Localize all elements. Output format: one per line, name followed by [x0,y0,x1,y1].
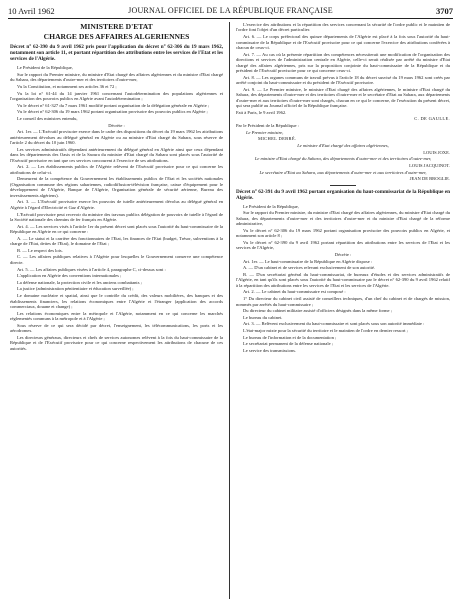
minister-alg-name: LOUIS JOXE. [423,149,450,155]
decree-title: Décret n° 62-390 du 9 avril 1962 pris pour l'application du décret n° 62-306 du 19 mars 1962, notamment son article 11, et portant répartition des attributions entre les services de l'Etat et les services de l'Algérie. [10,44,223,63]
paragraph: Le Président de la République, [243,203,299,209]
paragraph: Sur le rapport du Premier ministre, du ministre d'Etat chargé des affaires algériennes et du ministre d'Etat chargé du Sahara, des départements d'outre-mer et des territoires d'outre-mer, [10,71,223,83]
minister-sahara-name: LOUIS JACQUINOT. [409,162,450,168]
left-column [10,22,223,601]
paragraph: A. — Le statut et la carrière des fonctionnaires de l'Etat, les finances de l'Etat (budget, Trésor, subventions à la charge de l'Etat, dettes de l'Etat), le domaine de l'Etat ; [10,235,223,247]
paragraph: C. — Les affaires publiques relatives à l'Algérie pour lesquelles le Gouvernement conserve une compétence directe. [10,254,223,265]
paragraph: B. — Le respect des lois. [17,247,63,253]
paragraph: Art. 1er. — Le haut-commissaire de la République en Algérie dispose : [243,258,373,264]
paragraph: Le service des transmissions. [243,348,297,354]
secretary-name: JEAN DE BROGLIE. [409,176,450,182]
paragraph: Décrète : [108,122,125,128]
paragraph: Art. 3. — Relèvent exclusivement du haut-commissaire et sont placés sous son autorité immédiate : [243,321,425,327]
page-date: 10 Avril 1962 [8,6,55,16]
paragraph: Vu le décret n° 61-327 du 7 mars 1961 modifié portant organisation de la délégation générale en Algérie ; [17,102,210,108]
paragraph: Les services administratifs dépendant antérieurement du délégué général en Algérie ainsi que ceux dépendant dans les départements des Oasis et de la Saoura du ministre d'Etat chargé du Sahara sont placés sous l'autorité de l'Exécutif provisoire en tant que ces services concourent à l'exercice de ses attributions. [10,146,223,163]
secretary-role: Le secrétaire d'Etat au Sahara, aux départements d'outre-mer et aux territoires d'outre-mer, [259,169,427,175]
paragraph: Art. 6. — Le corps préfectoral des quinze départements de l'Algérie est placé à la fois sous l'autorité du haut-commissaire de la République et de l'Exécutif provisoire pour ce qui concerne l'exercice des attributions conférées à chacun de ceux-ci. [236,34,450,50]
signature-block [236,123,450,182]
paragraph: Demeurent de la compétence du Gouvernement les établissements publics de l'Etat et les sociétés nationales (Organisation commune des régions sahariennes, radiodiffusion-télévision française, caisse d'équipement pour le développement de l'Algérie, Banque de l'Algérie, Organisation générale de sécurité aérienne, Bureau des investissements algériens). [10,176,223,198]
paragraph: 1° Du directeur du cabinet civil assisté de conseillers techniques, d'un chef du cabinet et de chargés de mission, nommés par arrêtés du haut-commissaire ; [236,296,450,307]
paragraph: Le bureau du cabinet. [243,314,283,320]
right-column [236,22,450,601]
paragraph: Sur le rapport du Premier ministre, du ministre d'Etat chargé des affaires algériennes, du ministre d'Etat chargé du Sahara, des départements d'outre-mer et des territoires d'outre-mer et du ministre d'Etat chargé de la réforme administrative, [236,210,450,227]
paragraph: Art. 2. — Le cabinet du haut-commissaire est composé : [243,289,346,295]
ministry-title: MINISTERE D'ETAT [80,22,153,31]
journal-title: JOURNAL OFFICIEL DE LA RÉPUBLIQUE FRANÇAISE [128,6,333,15]
ministry-subtitle: CHARGE DES AFFAIRES ALGERIENNES [43,32,190,42]
paragraph: Le bureau de l'information et de la documentation ; [243,334,337,340]
paragraph: Le Président de la République, [17,65,73,71]
paragraph: Vu la loi n° 61-44 du 14 janvier 1961 concernant l'autodétermination des populations algériennes et l'organisation des pouvoirs publics en Algérie avant l'autodétermination ; [10,90,223,102]
by-president: Par le Président de la République : [236,123,299,129]
paragraph: Art. 2. — Les établissements publics de l'Algérie relèvent de l'Exécutif provisoire pour ce qui concerne les attributions de celui-ci. [10,164,223,175]
paragraph: Les directeurs généraux, directeurs et chefs de services autonomes relèvent à la fois du haut-commissaire de la République et de l'Exécutif provisoire pour ce qui concerne respectivement les attributions de chacune de ces autorités. [10,334,223,351]
pm-role: Le Premier ministre, [246,129,284,135]
paragraph: Du directeur du cabinet militaire assisté d'officiers désignés dans la même forme ; [243,308,392,314]
minister-sahara-role: Le ministre d'Etat chargé du Sahara, des départements d'outre-mer et des territoires d'outre-mer, [254,156,432,162]
paragraph: Art. 4. — Les services visés à l'article 1er du présent décret sont placés sous l'autorité du haut-commissaire de la République en Algérie en ce qui concerne : [10,223,223,235]
paragraph: Vu le décret n° 62-306 du 19 mars 1962 portant organisation provisoire des pouvoirs publics en Algérie ; [17,109,208,115]
minister-alg-role: Le ministre d'Etat chargé des affaires algériennes, [297,142,389,148]
paragraph: Vu le décret n° 62-390 du 9 avril 1962 portant répartition des attributions entre les services de l'Etat et les services de l'Algérie, [236,239,450,251]
paragraph: B. — D'un secrétariat général du haut-commissariat, de bureaux d'études et des services administratifs de l'Algérie, en tant qu'ils sont placés sous l'autorité du haut-commissaire par le décret n° 62-390 du 9 avril 1962 relatif à la répartition des attributions entre les services de l'Etat et les services de l'Algérie. [236,271,450,288]
right-paragraphs-b [236,204,450,354]
decree2-title: Décret n° 62-391 du 9 avril 1962 portant organisation du haut-commissariat de la République en Algérie. [236,188,450,201]
right-paragraphs-a [236,22,450,109]
paragraph: A. — D'un cabinet et de services relevant exclusivement de son autorité. [243,265,376,271]
paragraph: Art. 3. — L'Exécutif provisoire exerce les pouvoirs de tutelle antérieurement dévolus au délégué général en Algérie à l'égard d'Electricité et Gaz d'Algérie. [10,199,223,210]
paragraph: Art. 9. — Le Premier ministre, le ministre d'Etat chargé des affaires algériennes, le ministre d'Etat chargé du Sahara, des départements d'outre-mer et des territoires d'outre-mer et le secrétaire d'Etat au Sahara, aux départements d'outre-mer et aux territoires d'outre-mer sont chargés, chacun en ce qui le concerne, de l'exécution du présent décret, qui sera publié au Journal officiel de la République française. [236,86,450,109]
paragraph: Vu la Constitution, et notamment ses articles 36 et 72 ; [17,83,117,89]
done-at: Fait à Paris, le 9 avril 1962. [236,109,287,115]
paragraph: Le conseil des ministres entendu, [17,115,78,121]
pm-name: MICHEL DEBRÉ. [258,136,297,142]
paragraph: Art. 7. — Au cas où la présente répartition des compétences nécessiterait une modification de l'organisation des directions et services de l'administration centrale en Algérie, celle-ci serait réalisée par arrêté du ministre d'Etat chargé des affaires algériennes, pris sur la proposition conjointe du haut-commissaire de la République et du président de l'Exécutif provisoire pour ce qui concerne ceux-ci. [236,51,450,73]
paragraph: La justice (administration pénitentiaire et éducation surveillée) ; [17,286,134,292]
paragraph: Art. 8. — Les organes communs de travail prévus à l'article 18 du décret susvisé du 19 mars 1962 sont créés par arrêté conjoint du haut-commissaire et du président de l'Exécutif provisoire. [236,74,450,86]
column-divider [229,22,230,599]
paragraph: La défense nationale, la protection civile et les anciens combattants ; [17,279,142,285]
paragraph: Décrète : [334,251,352,257]
separator-rule [330,185,356,186]
page-header [8,4,453,19]
paragraph: Le domaine nucléaire et spatial, ainsi que le contrôle du crédit, des valeurs mobilières, des banques et des établissements financiers, les relations économiques entre l'Algérie et l'étranger (application des accords commerciaux, douane et change) ; [10,293,223,309]
paragraph: Art. 1er. — L'Exécutif provisoire exerce dans le cadre des dispositions du décret du 19 mars 1962 les attributions antérieurement dévolues au délégué général en Algérie ou au ministre d'Etat chargé du Sahara, sous réserve de l'article 2 du décret du 10 juin 1960. [10,129,223,146]
paragraph: L'état-major mixte pour la sécurité du territoire et le maintien de l'ordre en dernier ressort ; [243,328,408,334]
paragraph: Les relations économiques entre la métropole et l'Algérie, notamment en ce qui concerne les marchés réglementés communs à la métropole et à l'Algérie ; [10,310,223,322]
paragraph: Vu le décret n° 62-306 du 19 mars 1962 portant organisation provisoire des pouvoirs publics en Algérie, et notamment son article 8 ; [236,227,450,239]
paragraph: L'application en Algérie des conventions internationales ; [17,273,122,279]
paragraph: Le secrétariat permanent de la défense nationale ; [243,341,334,347]
paragraph: Sous réserve de ce qui sera décidé par décret, l'enseignement, les télécommunications, les ports et les aérodromes. [10,322,223,334]
signer-president: C. DE GAULLE. [414,116,450,122]
paragraph: L'exercice des attributions et la répartition des services concernant la sécurité de l'ordre public et le maintien de l'ordre font l'objet d'un décret particulier. [236,22,450,33]
page-number: 3707 [436,6,453,16]
left-paragraphs [10,65,223,351]
paragraph: L'Exécutif provisoire peut recevoir du ministre des travaux publics délégation de pouvoirs de tutelle à l'égard de la Société nationale des chemins de fer français en Algérie. [10,211,223,222]
paragraph: Art. 5. — Les affaires publiques visées à l'article 4, paragraphe C, ci-dessus sont : [17,266,166,272]
